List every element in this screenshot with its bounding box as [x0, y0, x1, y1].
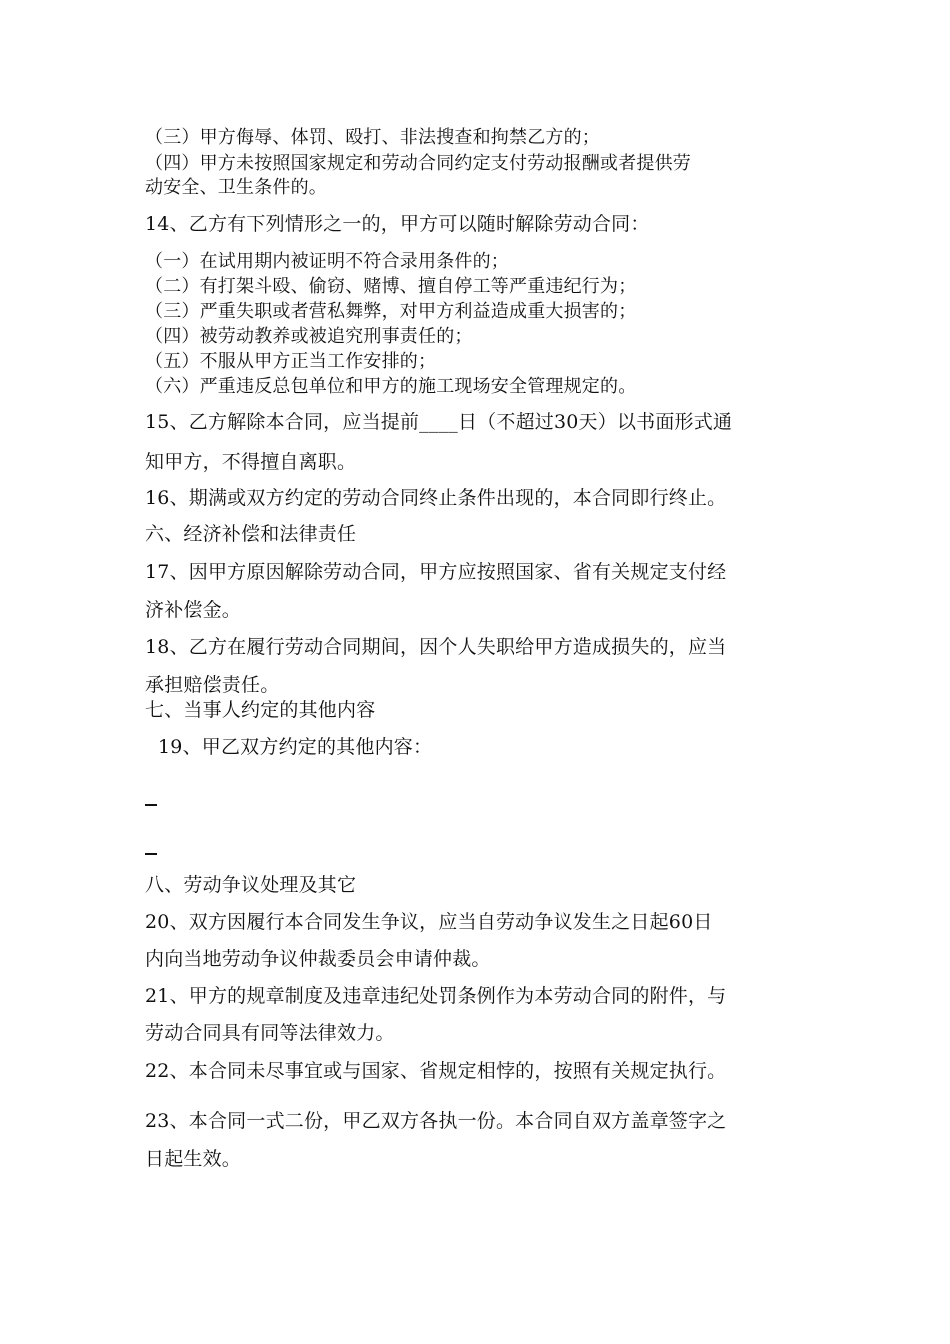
clause-text: 内向当地劳动争议仲裁委员会申请仲裁。: [145, 948, 491, 970]
clause-text: 21、甲方的规章制度及违章违纪处罚条例作为本劳动合同的附件，与: [145, 985, 727, 1007]
text-line: （四）甲方未按照国家规定和劳动合同约定支付劳动报酬或者提供劳: [145, 153, 691, 174]
list-item: （六）严重违反总包单位和甲方的施工现场安全管理规定的。: [145, 376, 637, 397]
blank-line-mark: [145, 853, 157, 855]
section-heading: 六、经济补偿和法律责任: [145, 523, 357, 545]
clause-text: 济补偿金。: [145, 599, 242, 621]
clause-text: 15、乙方解除本合同，应当提前____日（不超过30天）以书面形式通: [145, 411, 733, 433]
clause-text: 20、双方因履行本合同发生争议，应当自劳动争议发生之日起60日: [145, 911, 713, 933]
section-heading: 八、劳动争议处理及其它: [145, 874, 357, 896]
clause-text: 23、本合同一式二份，甲乙双方各执一份。本合同自双方盖章签字之: [145, 1110, 727, 1132]
clause-text: 16、期满或双方约定的劳动合同终止条件出现的，本合同即行终止。: [145, 487, 727, 509]
clause-text: 22、本合同未尽事宜或与国家、省规定相悖的，按照有关规定执行。: [145, 1060, 727, 1082]
clause-text: 劳动合同具有同等法律效力。: [145, 1022, 395, 1044]
clause-text: 承担赔偿责任。: [145, 674, 280, 696]
clause-text: 18、乙方在履行劳动合同期间，因个人失职给甲方造成损失的，应当: [145, 636, 727, 658]
list-item: （一）在试用期内被证明不符合录用条件的；: [145, 251, 509, 272]
list-item: （五）不服从甲方正当工作安排的；: [145, 351, 437, 372]
clause-text: 知甲方，不得擅自离职。: [145, 451, 357, 473]
clause-heading: 14、乙方有下列情形之一的，甲方可以随时解除劳动合同：: [145, 213, 650, 235]
list-item: （二）有打架斗殴、偷窃、赌博、擅自停工等严重违纪行为；: [145, 276, 637, 297]
text-line: 动安全、卫生条件的。: [145, 177, 327, 198]
text-line: （三）甲方侮辱、体罚、殴打、非法搜查和拘禁乙方的；: [145, 127, 600, 148]
blank-line-mark: [145, 804, 157, 806]
clause-text: 17、因甲方原因解除劳动合同，甲方应按照国家、省有关规定支付经: [145, 561, 727, 583]
list-item: （四）被劳动教养或被追究刑事责任的；: [145, 326, 473, 347]
clause-text: 日起生效。: [145, 1148, 242, 1170]
list-item: （三）严重失职或者营私舞弊，对甲方利益造成重大损害的；: [145, 301, 637, 322]
clause-text: 19、甲乙双方约定的其他内容：: [158, 736, 433, 758]
section-heading: 七、当事人约定的其他内容: [145, 699, 376, 721]
